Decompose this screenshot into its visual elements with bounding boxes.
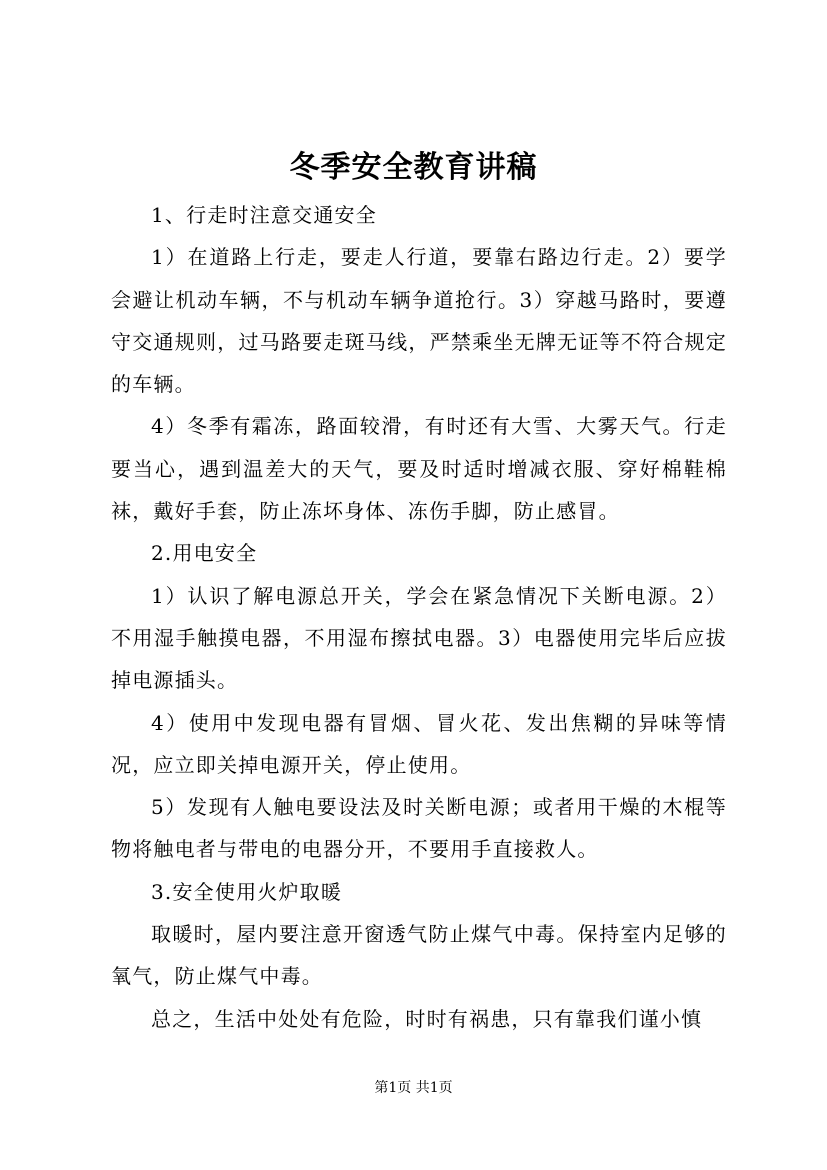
paragraph-electricity-rules: 1）认识了解电源总开关，学会在紧急情况下关断电源。2）不用湿手触摸电器，不用湿布擦拭电器。3）电器使用完毕后应拔掉电源插头。	[111, 583, 727, 693]
paragraph-heating: 取暖时，屋内要注意开窗透气防止煤气中毒。保持室内足够的氧气，防止煤气中毒。	[111, 922, 727, 989]
document-body	[111, 194, 727, 1040]
paragraph-traffic-rules: 1）在道路上行走，要走人行道，要靠右路边行走。2）要学会避让机动车辆，不与机动车辆争道抢行。3）穿越马路时，要遵守交通规则，过马路要走斑马线，严禁乘坐无牌无证等不符合规定的车辆。	[111, 245, 727, 397]
paragraph-electric-shock: 5）发现有人触电要设法及时关断电源；或者用干燥的木棍等物将触电者与带电的电器分开，不要用手直接救人。	[111, 795, 727, 862]
section-heading-traffic: 1、行走时注意交通安全	[151, 203, 377, 227]
paragraph-winter-walking: 4）冬季有霜冻，路面较滑，有时还有大雪、大雾天气。行走要当心，遇到温差大的天气，要及时适时增减衣服、穿好棉鞋棉袜，戴好手套，防止冻坏身体、冻伤手脚，防止感冒。	[111, 414, 727, 524]
paragraph-electrical-fault: 4）使用中发现电器有冒烟、冒火花、发出焦糊的异味等情况，应立即关掉电源开关，停止使用。	[111, 710, 727, 777]
document-title: 冬季安全教育讲稿	[289, 150, 538, 185]
section-heading-electricity: 2.用电安全	[151, 541, 258, 566]
page-number-footer: 第1页 共1页	[374, 1080, 453, 1096]
section-heading-heating: 3.安全使用火炉取暖	[151, 879, 343, 904]
paragraph-conclusion: 总之，生活中处处有危险，时时有祸患，只有靠我们谨小慎	[151, 1006, 703, 1031]
